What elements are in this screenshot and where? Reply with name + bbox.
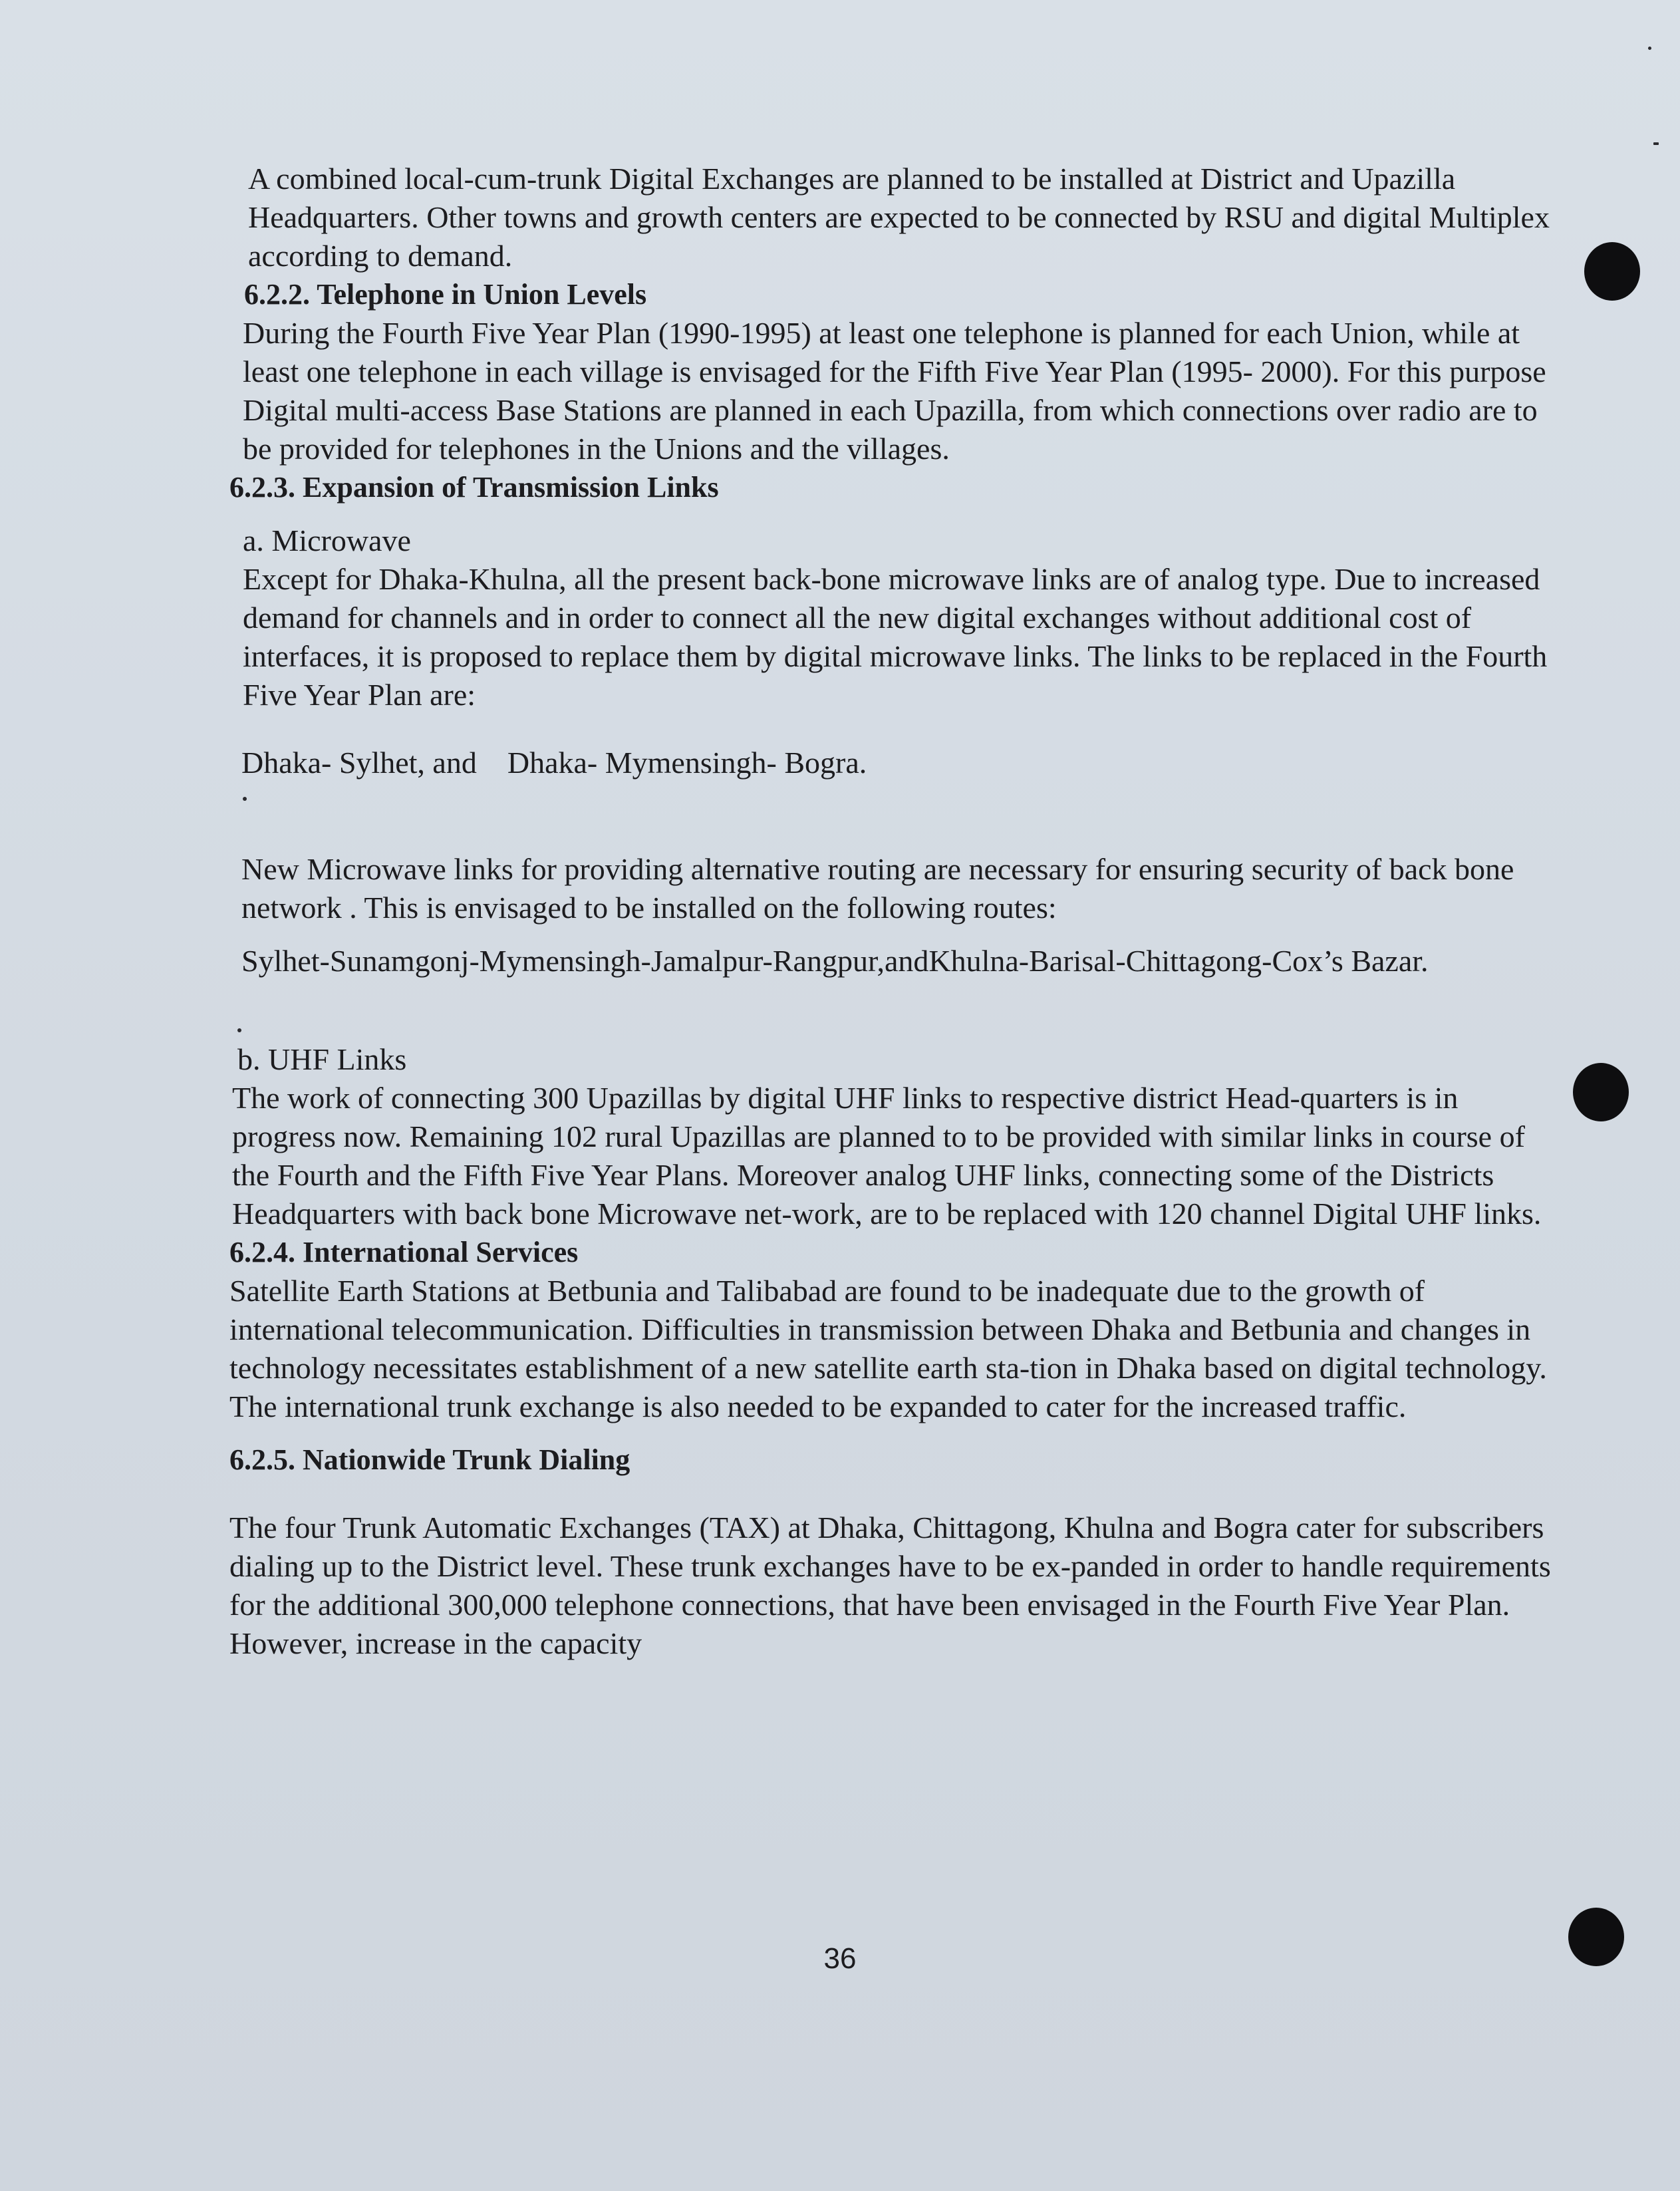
stray-dot [243, 797, 247, 801]
paragraph-international-services: Satellite Earth Stations at Betbunia and Talibabad are found to be inadequate due to the growth of international telecommunication. Difficulties in transmission between Dhaka and Betbunia and changes in technology necessitates establishment of a new satellite earth sta-tion in Dhaka based on digital technology. The international trunk exchange is also needed to be expanded to cater for the increased traffic. [229, 1274, 1547, 1423]
document-body [229, 160, 1553, 1663]
subheading-uhf-links: b. UHF Links [237, 1042, 407, 1076]
page-number: 36 [823, 1942, 857, 1975]
stray-dot [237, 1028, 241, 1032]
punch-hole-top [1584, 242, 1640, 301]
stray-dot-line [229, 1020, 1553, 1040]
section-heading-6-2-3: 6.2.3. Expansion of Transmission Links [229, 471, 719, 504]
paragraph-trunk-dialing: The four Trunk Automatic Exchanges (TAX) at Dhaka, Chittagong, Khulna and Bogra cater for subscribers dialing up to the District level. These trunk exchanges have to be ex-panded in order to handle requirements for the additional 300,000 telephone connections, that have been envisaged in the Fourth Five Year Plan. However, increase in the capacity [229, 1511, 1551, 1660]
paragraph-microwave: Except for Dhaka-Khulna, all the present back-bone microwave links are of analog type. Due to increased demand for channels and in order to connect all the new digital exchanges without additional cost of interfaces, it is proposed to replace them by digital microwave links. The links to be replaced in the Fourth Five Year Plan are: [243, 562, 1548, 712]
section-heading-6-2-2: 6.2.2. Telephone in Union Levels [244, 278, 647, 311]
paragraph-new-microwave-links: New Microwave links for providing alternative routing are necessary for ensuring security of back bone network . This is envisaged to be installed on the following routes: [241, 852, 1514, 925]
alternative-routes: Sylhet-Sunamgonj-Mymensingh-Jamalpur-Rangpur,andKhulna-Barisal-Chittagong-Cox’s Bazar. [241, 944, 1429, 978]
scan-speck [1648, 47, 1651, 50]
scan-speck [1653, 142, 1659, 145]
section-heading-6-2-4: 6.2.4. International Services [229, 1236, 579, 1268]
punch-hole-middle [1573, 1063, 1629, 1121]
paragraph-uhf-links: The work of connecting 300 Upazillas by digital UHF links to respective district Head-quarters is in progress now. Remaining 102 rural Upazillas are planned to to be provided with similar links in course of the Fourth and the Fifth Five Year Plans. Moreover analog UHF links, connecting some of the Districts Headquarters with back bone Microwave net-work, are to be replaced with 120 channel Digital UHF links. [232, 1081, 1542, 1231]
stray-dot-line [229, 782, 1553, 821]
links-to-replace: Dhaka- Sylhet, and Dhaka- Mymensingh- Bogra. [241, 746, 867, 780]
subheading-microwave: a. Microwave [243, 523, 411, 557]
paragraph-digital-exchanges: A combined local-cum-trunk Digital Exchanges are planned to be installed at District and Upazilla Headquarters. Other towns and growth centers are expected to be connected by RSU and digital Multiplex according to demand. [248, 162, 1550, 273]
section-heading-6-2-5: 6.2.5. Nationwide Trunk Dialing [229, 1443, 630, 1476]
paragraph-union-levels: During the Fourth Five Year Plan (1990-1995) at least one telephone is planned for each Union, while at least one telephone in each village is envisaged for the Fifth Five Year Plan (1995- 2000). For this purpose Digital multi-access Base Stations are planned in each Upazilla, from which connections over radio are to be provided for telephones in the Unions and the villages. [243, 316, 1546, 466]
